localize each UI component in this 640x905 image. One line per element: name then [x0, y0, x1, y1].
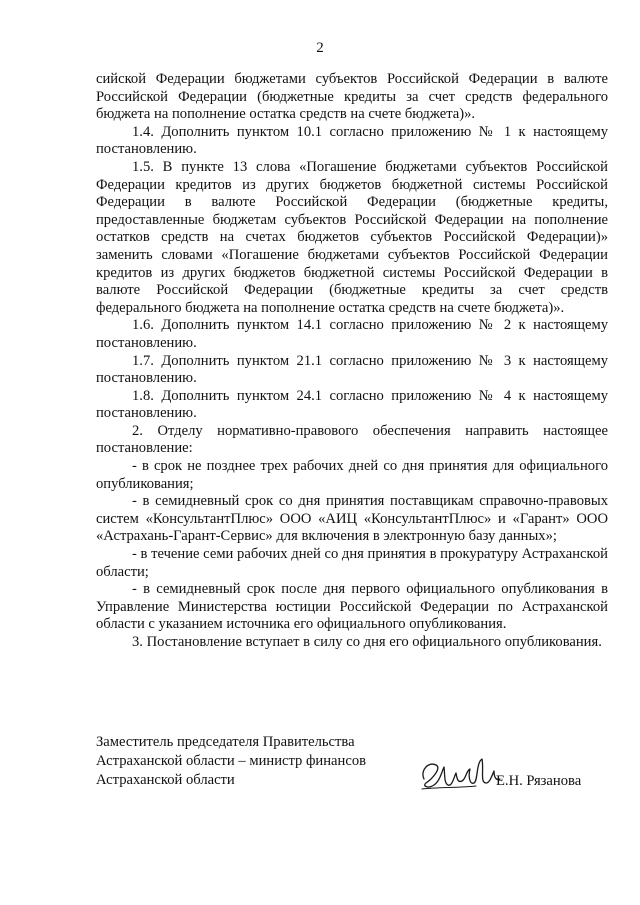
handwritten-signature	[418, 749, 508, 793]
paragraph-item-1-6: 1.6. Дополнить пунктом 14.1 согласно приложению № 2 к настоящему постановлению.	[96, 317, 608, 351]
paragraph-item-1-4: 1.4. Дополнить пунктом 10.1 согласно приложению № 1 к настоящему постановлению.	[96, 123, 608, 158]
paragraph-bullet-publication: - в срок не позднее трех рабочих дней со дня принятия для официального опубликования;	[96, 458, 608, 492]
signatory-title-line: Заместитель председателя Правительства	[96, 734, 355, 750]
paragraph-item-3: 3. Постановление вступает в силу со дня его официального опубликования.	[132, 634, 602, 650]
document-body	[96, 71, 608, 652]
paragraph-item-1-5: 1.5. В пункте 13 слова «Погашение бюджетами субъектов Российской Федерации кредитов из других бюджетов бюджетной системы Российской Федерации в валюте Российской Федерации (бюджетные кредиты, предоставленные бюджетам субъектов Российской Федерации на пополнение остатков средств на счетах бюджетов субъектов Российской Федерации)» заменить словами «Погашение бюджетами субъектов Российской Федерации кредитов из других бюджетов бюджетной системы Российской Федерации в валюте Российской Федерации (бюджетные кредиты за счет средств федерального бюджета на пополнение остатка средств на счете бюджета)».	[96, 158, 608, 316]
paragraph-continuation: сийской Федерации бюджетами субъектов Российской Федерации в валюте Российской Федерации (бюджетные кредиты за счет средств федерального бюджета на пополнение остатка средств на счете бюджета)».	[96, 71, 608, 123]
paragraph-bullet-legal-systems: - в семидневный срок со дня принятия поставщикам справочно-правовых систем «КонсультантПлюс» ООО «АИЦ «КонсультантПлюс» и «Гарант» ООО «Астрахань-Гарант-Сервис» для включения в электронную базу данных»;	[96, 493, 608, 545]
paragraph-item-1-8: 1.8. Дополнить пунктом 24.1 согласно приложению № 4 к настоящему постановлению.	[96, 387, 608, 422]
signature-block	[96, 733, 616, 803]
paragraph-bullet-prosecutor: - в течение семи рабочих дней со дня принятия в прокуратуру Астраханской области;	[96, 546, 608, 580]
page-number: 2	[316, 40, 324, 56]
signatory-name: Е.Н. Рязанова	[496, 773, 582, 789]
signatory-title-line: Астраханской области – министр финансов	[96, 753, 367, 769]
paragraph-bullet-justice-ministry: - в семидневный срок после дня первого официального опубликования в Управление Министерства юстиции Российской Федерации по Астраханской области с указанием источника его официального опубликования.	[96, 581, 608, 633]
paragraph-item-2: 2. Отделу нормативно-правового обеспечения направить настоящее постановление:	[96, 422, 608, 457]
paragraph-item-1-7: 1.7. Дополнить пунктом 21.1 согласно приложению № 3 к настоящему постановлению.	[96, 352, 608, 387]
signatory-title-line: Астраханской области	[96, 772, 235, 788]
signatory-title	[96, 733, 366, 790]
